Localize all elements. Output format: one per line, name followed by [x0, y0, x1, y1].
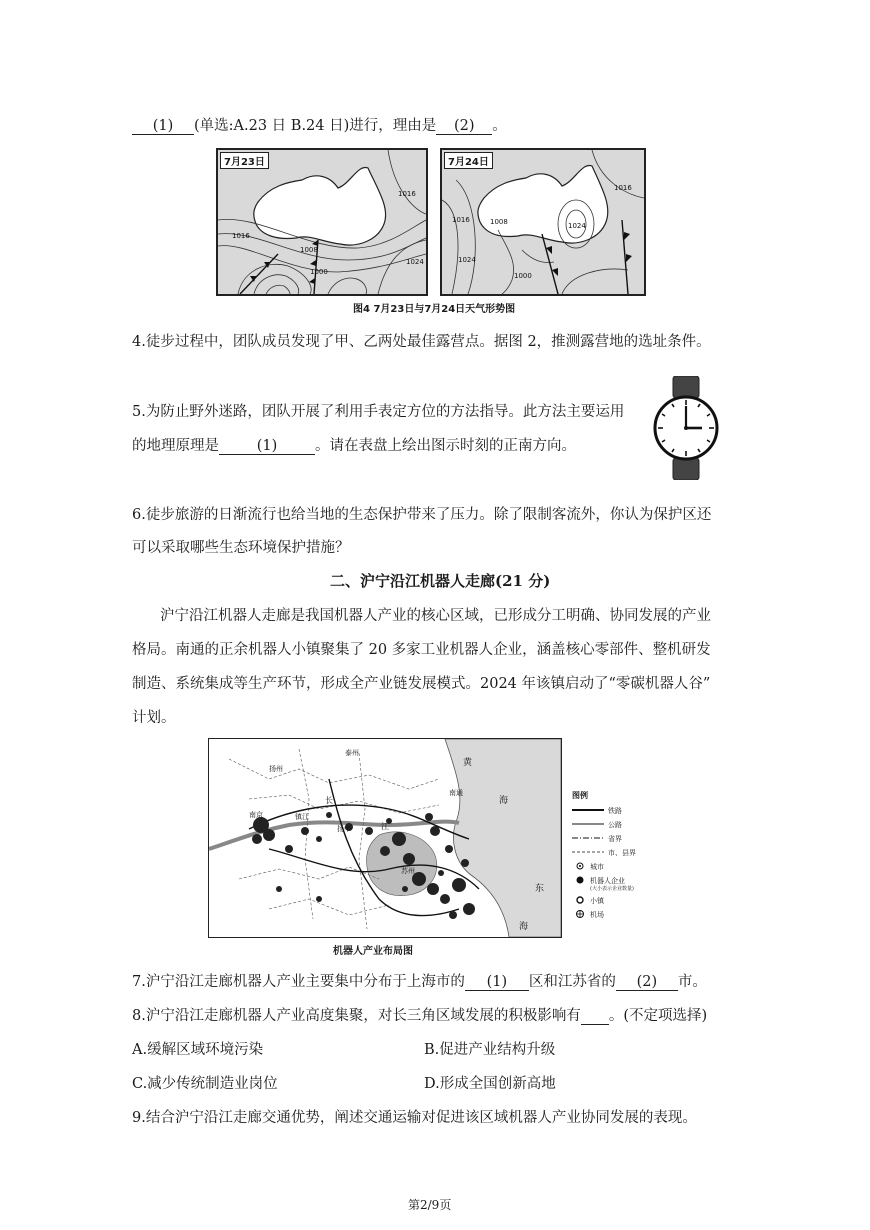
legend-town: 小镇: [590, 897, 604, 905]
weather-map-left-svg: [218, 150, 426, 294]
map-label: 南京: [249, 811, 263, 819]
q8-blank[interactable]: [581, 1008, 609, 1025]
isobar-label: 1016: [452, 216, 470, 224]
isobar-label: 1008: [490, 218, 508, 226]
map-label: 扬州: [269, 765, 283, 773]
map-label: 海: [519, 922, 529, 932]
map-legend: [570, 790, 646, 930]
map-label: 南通: [449, 789, 463, 797]
map-label: 镇江: [295, 813, 309, 821]
q8-option-c[interactable]: C.减少传统制造业岗位: [132, 1076, 278, 1092]
weather-map-right-svg: [442, 150, 644, 294]
q7-text-pre: 7.沪宁沿江走廊机器人产业主要集中分布于上海市的: [132, 974, 465, 990]
legend-robot-enterprise: 机器人企业: [590, 877, 625, 885]
watch-face-svg: [652, 376, 722, 480]
isobar-label: 1000: [310, 268, 328, 276]
weather-map-left: [216, 148, 428, 296]
map-label: 泰州: [345, 749, 359, 757]
legend-note: (大小表示企业数量): [590, 886, 634, 892]
q8-text: 8.沪宁沿江走廊机器人产业高度集聚，对长三角区域发展的积极影响有: [132, 1008, 581, 1024]
q8-option-d[interactable]: D.形成全国创新高地: [424, 1076, 556, 1092]
q3-blank-1[interactable]: (1): [132, 118, 194, 135]
question-5-line-1: 5.为防止野外迷路，团队开展了利用手表定方位的方法指导。此方法主要运用: [132, 404, 625, 420]
weather-map-right-date: 7月24日: [444, 152, 493, 169]
question-9: 9.结合沪宁沿江走廊交通优势，阐述交通运输对促进该区域机器人产业协同发展的表现。: [132, 1110, 697, 1126]
robot-map-caption: 机器人产业布局图: [333, 946, 413, 957]
q8-text-post: 。(不定项选择): [608, 1008, 708, 1024]
robot-industry-map: [208, 738, 562, 938]
q5-text-pre: 的地理原理是: [132, 438, 219, 454]
isobar-label: 1008: [300, 246, 318, 254]
question-6-line-2: 可以采取哪些生态环境保护措施？: [132, 540, 350, 556]
question-7: [132, 970, 707, 991]
section-2-paragraph-line-3: 制造、系统集成等生产环节，形成全产业链发展模式。2024 年该镇启动了“零碳机器人谷”: [132, 676, 711, 692]
q7-text-post: 市。: [677, 974, 707, 990]
map-label: 东: [535, 884, 545, 894]
legend-city-county-border: 市、县界: [608, 849, 636, 857]
map-label: 苏州: [401, 867, 415, 875]
legend-city: 城市: [590, 863, 604, 871]
q5-blank-1[interactable]: (1): [219, 438, 315, 455]
isobar-label: 1024: [568, 222, 586, 230]
page-number: 第2/9页: [408, 1198, 452, 1212]
section-2-paragraph-line-1: 沪宁沿江机器人走廊是我国机器人产业的核心区域，已形成分工明确、协同发展的产业: [160, 608, 711, 624]
isobar-label: 1000: [514, 272, 532, 280]
q3-blank-2[interactable]: (2): [436, 118, 492, 135]
map-label: 黄: [463, 758, 473, 768]
weather-map-right: [440, 148, 646, 296]
section-2-heading: 二、沪宁沿江机器人走廊(21 分): [330, 572, 551, 590]
isobar-label: 1016: [398, 190, 416, 198]
section-2-paragraph-line-2: 格局。南通的正余机器人小镇聚集了 20 多家工业机器人企业，涵盖核心零部件、整机研发: [132, 642, 711, 658]
isobar-label: 1016: [614, 184, 632, 192]
isobar-label: 1024: [458, 256, 476, 264]
q3-options: (单选:A.23 日 B.24 日)进行，理由是: [194, 118, 437, 134]
q5-text-post: 。请在表盘上绘出图示时刻的正南方向。: [315, 438, 576, 454]
legend-railway: 铁路: [608, 807, 622, 815]
q3-end: 。: [492, 118, 507, 134]
watch-icon[interactable]: [652, 376, 722, 480]
map-label: 长: [325, 796, 333, 805]
isobar-label: 1016: [232, 232, 250, 240]
q7-blank-1[interactable]: (1): [465, 974, 529, 991]
q8-option-b[interactable]: B.促进产业结构升级: [424, 1042, 556, 1058]
q7-text-mid: 区和江苏省的: [528, 974, 616, 990]
section-2-paragraph-line-4: 计划。: [132, 710, 176, 726]
map-label: 江: [381, 822, 389, 831]
q8-option-a[interactable]: A.缓解区域环境污染: [132, 1042, 264, 1058]
map-label: 海: [499, 796, 509, 806]
map-label: 扬中: [337, 825, 351, 833]
question-8: [132, 1004, 707, 1025]
q7-blank-2[interactable]: (2): [616, 974, 678, 991]
legend-province-border: 省界: [608, 835, 622, 843]
legend-title: 图例: [572, 791, 588, 800]
question-5-line-2: [132, 434, 576, 455]
question-4: 4.徒步过程中，团队成员发现了甲、乙两处最佳露营点。据图 2，推测露营地的选址条件。: [132, 334, 711, 350]
legend-highway: 公路: [608, 821, 622, 829]
fig4-caption: 图4 7月23日与7月24日天气形势图: [353, 304, 516, 315]
q3-answer-line: [132, 114, 507, 135]
legend-airport: 机场: [590, 911, 604, 919]
question-6-line-1: 6.徒步旅游的日渐流行也给当地的生态保护带来了压力。除了限制客流外，你认为保护区还: [132, 507, 712, 523]
robot-map-svg: [209, 739, 561, 937]
weather-map-left-date: 7月23日: [220, 152, 269, 169]
isobar-label: 1024: [406, 258, 424, 266]
